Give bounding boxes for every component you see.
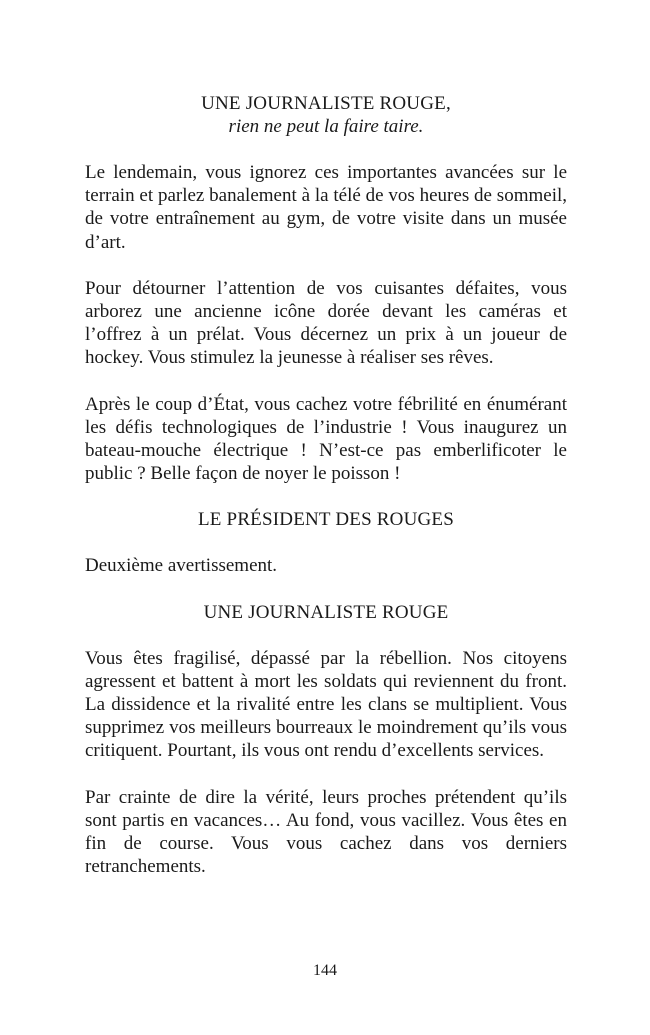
paragraph: Deuxième avertissement. bbox=[85, 555, 278, 577]
stage-direction: rien ne peut la faire taire. bbox=[228, 116, 424, 137]
page-number: 144 bbox=[313, 962, 337, 979]
paragraph: Pour détourner l’attention de vos cuisantes défaites, vous arborez une ancienne icône dorée devant les caméras et l’offrez à un prélat. Vous décernez un prix à un joueur de hockey. Vous stimulez la jeunesse à réaliser ses rêves. bbox=[85, 277, 567, 369]
speaker-heading: UNE JOURNALISTE ROUGE, bbox=[201, 93, 451, 114]
paragraph: Après le coup d’État, vous cachez votre fébrilité en énumérant les défis technologiques de l’industrie ! Vous inaugurez un bateau-mouche électrique ! N’est-ce pas emberlificoter le public ? Belle façon de noyer le poisson ! bbox=[85, 393, 567, 485]
paragraph: Le lendemain, vous ignorez ces importantes avancées sur le terrain et parlez banalement à la télé de vos heures de sommeil, de votre entraînement au gym, de votre visite dans un musée d’art. bbox=[85, 162, 567, 253]
paragraph: Par crainte de dire la vérité, leurs proches prétendent qu’ils sont partis en vacances… Au fond, vous vacillez. Vous êtes en fin de course. Vous vous cachez dans vos derniers retranchements. bbox=[85, 786, 567, 878]
page-text bbox=[85, 92, 567, 878]
speaker-heading: UNE JOURNALISTE ROUGE bbox=[203, 601, 449, 623]
speaker-heading: LE PRÉSIDENT DES ROUGES bbox=[197, 509, 455, 531]
paragraph: Vous êtes fragilisé, dépassé par la rébellion. Nos citoyens agressent et battent à mort les soldats qui reviennent du front. La dissidence et la rivalité entre les clans se multiplient. Vous supprimez vos meilleurs bourreaux le moindrement qu’ils vous critiquent. Pourtant, ils vous ont rendu d’excellents services. bbox=[85, 647, 567, 762]
